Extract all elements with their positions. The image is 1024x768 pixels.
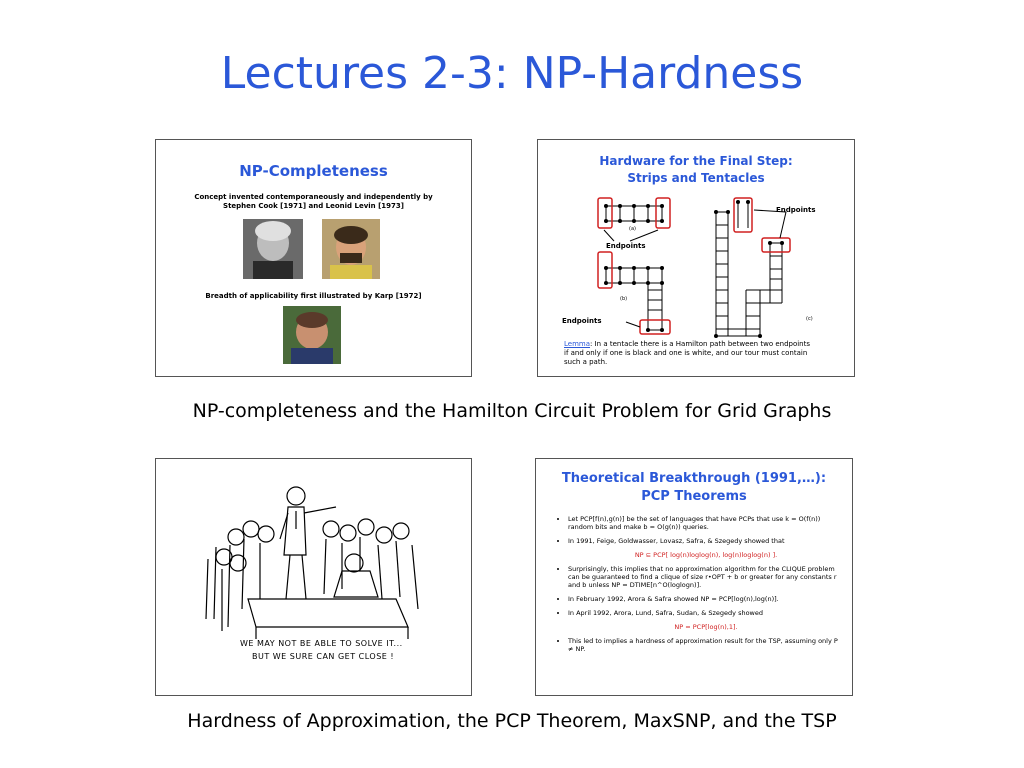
thumb-title: Hardware for the Final Step: <box>599 154 793 168</box>
endpoints-label: Endpoints <box>562 317 602 325</box>
thumbnail-cartoon[interactable] <box>155 458 472 696</box>
strip-label: (c) <box>806 316 813 322</box>
thumb-title: PCP Theorems <box>641 489 747 504</box>
caption-top: NP-completeness and the Hamilton Circuit Problem for Grid Graphs <box>192 400 832 422</box>
thumbnail-np-completeness[interactable] <box>155 139 472 377</box>
bullet-item: • Let PCP[f(n),g(n)] be the set of languages that have PCPs that use k = O(f(n)) random bits and make b = O(g(n)) queries. <box>568 515 844 531</box>
slide-title: Lectures 2-3: NP-Hardness <box>220 48 804 99</box>
endpoints-label: Endpoints <box>606 242 646 250</box>
bullet-item: • In February 1992, Arora & Safra showed NP = PCP[log(n),log(n)]. <box>568 595 844 603</box>
cartoon-caption: WE MAY NOT BE ABLE TO SOLVE IT... <box>240 639 403 648</box>
thumb-text: Breadth of applicability first illustrated by Karp [1972] <box>205 292 422 300</box>
lemma-line: : In a tentacle there is a Hamilton path between two endpoints <box>590 340 811 348</box>
cartoon-caption: BUT WE SURE CAN GET CLOSE ! <box>252 652 395 661</box>
bullet-text: In 1991, Feige, Goldwasser, Lovasz, Safra, & Szegedy showed that <box>568 537 785 545</box>
bullet-text: In April 1992, Arora, Lund, Safra, Sudan, & Szegedy showed <box>568 609 763 617</box>
bullet-formula: NP = PCP[log(n),1]. <box>674 623 738 631</box>
thumb-title: NP-Completeness <box>239 162 388 180</box>
thumb-title: Strips and Tentacles <box>627 171 765 185</box>
bullet-item: • Surprisingly, this implies that no approximation algorithm for the CLIQUE problem can be guaranteed to find a clique of size r•OPT + b or greater for any constants r and b unless NP = DTIME[n^O(loglogn)]. <box>568 565 844 589</box>
endpoints-label: Endpoints <box>776 206 816 214</box>
lemma-label: Lemma <box>564 340 591 348</box>
bullet-formula: NP ⊆ PCP[ log(n)loglog(n), log(n)loglog(n) ]. <box>634 551 778 559</box>
bullet-item: • This led to implies a hardness of approximation result for the TSP, assuming only P ≠ NP. <box>568 637 844 653</box>
photo-leonid-levin <box>322 219 380 279</box>
bullet-item <box>568 609 844 631</box>
bullet-item <box>568 537 844 559</box>
lemma-line: if and only if one is black and one is white, and our tour must contain <box>564 349 808 357</box>
lemma-line: such a path. <box>564 358 608 366</box>
photo-richard-karp <box>283 306 341 364</box>
thumb-text: Concept invented contemporaneously and independently by <box>194 193 433 201</box>
thumbnail-pcp-theorems[interactable] <box>535 458 853 696</box>
photo-stephen-cook <box>243 219 303 279</box>
thumb-text: Stephen Cook [1971] and Leonid Levin [1973] <box>223 202 404 210</box>
strip-label: (a) <box>629 226 636 232</box>
caption-bottom: Hardness of Approximation, the PCP Theorem, MaxSNP, and the TSP <box>187 710 837 732</box>
strip-label: (b) <box>620 296 628 302</box>
pcp-bullets <box>558 515 844 659</box>
lemma-text <box>564 340 844 367</box>
thumb-title: Theoretical Breakthrough (1991,…): <box>561 471 827 486</box>
thumbnail-strips-and-tentacles[interactable] <box>537 139 855 377</box>
